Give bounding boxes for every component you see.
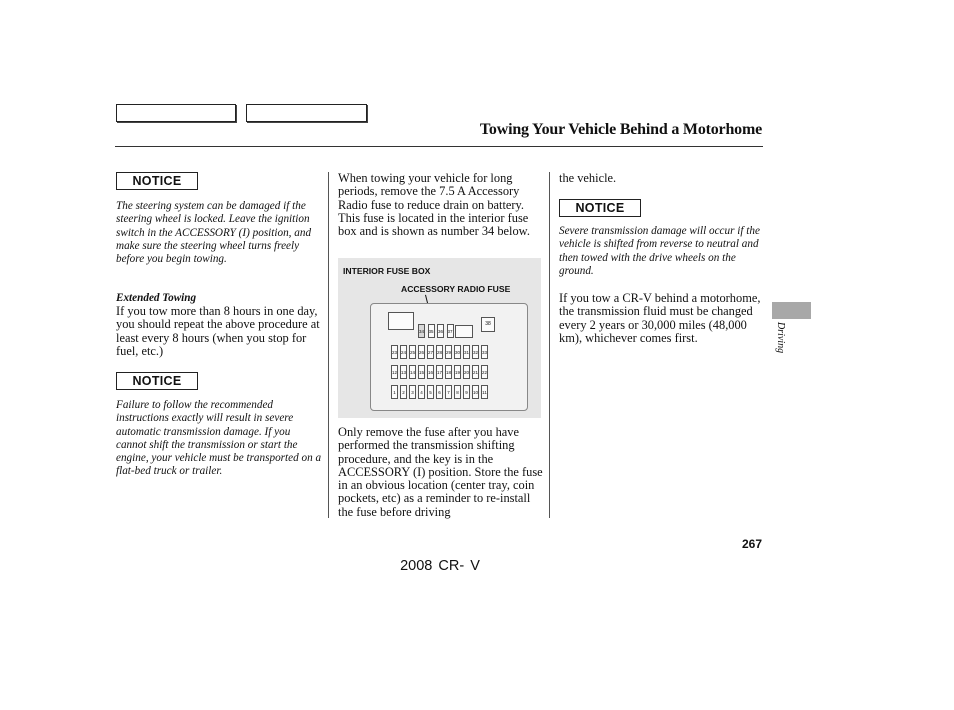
fuse-24: 24 — [400, 345, 407, 359]
fuse-22: 22 — [481, 365, 488, 379]
page-number: 267 — [741, 537, 762, 551]
fuse-12: 12 — [391, 365, 398, 379]
fuse-19: 19 — [454, 365, 461, 379]
fuse-29: 29 — [445, 345, 452, 359]
fuse-21: 21 — [472, 365, 479, 379]
fuse-17: 17 — [436, 365, 443, 379]
continued-text: the vehicle. — [559, 171, 617, 185]
fuse-20: 20 — [463, 365, 470, 379]
column-divider-2 — [549, 172, 550, 518]
section-tab-label: Driving — [775, 322, 786, 354]
fuse-36: 36 — [437, 324, 444, 338]
fuse-18: 18 — [445, 365, 452, 379]
notice-text-reverse: Severe transmission damage will occur if the vehicle is shifted from reverse to neutral and then towed with the drive wheels on the ground. — [559, 225, 760, 277]
figure-callout: ACCESSORY RADIO FUSE — [401, 284, 511, 294]
notice-text-transmission: Failure to follow the recommended instructions exactly will result in severe automatic transmission damage. If you cannot shift the transmission or start the engine, your vehicle must be transported on a flat-bed truck or trailer. — [116, 399, 322, 478]
page-title: Towing Your Vehicle Behind a Motorhome — [479, 121, 762, 138]
notice-text-steering: The steering system can be damaged if the steering wheel is locked. Leave the ignition switch in the ACCESSORY (I) position, and make sure the steering wheel turns freely before you begin towing. — [116, 200, 312, 266]
section-tab — [772, 302, 811, 319]
header-rule — [115, 146, 763, 147]
extended-towing-heading: Extended Towing — [116, 292, 197, 304]
fuse-37: 37 — [447, 324, 454, 338]
fuse-13: 13 — [400, 365, 407, 379]
fuse-32: 32 — [472, 345, 479, 359]
transmission-fluid-text: If you tow a CR-V behind a motorhome, the transmission fluid must be changed every 2 years or 30,000 miles (48,000 km), whichever comes first. — [559, 291, 761, 345]
accessory-fuse-intro: When towing your vehicle for long periods, remove the 7.5 A Accessory Radio fuse to reduce drain on battery. This fuse is located in the interior fuse box and is shown as number 34 below. — [338, 171, 530, 239]
footer-model: 2008 CR- V — [400, 558, 480, 574]
column-divider-1 — [328, 172, 329, 518]
fuse-26: 26 — [418, 345, 425, 359]
fuse-6: 6 — [436, 385, 443, 399]
fuse-2: 2 — [400, 385, 407, 399]
fuse-31: 31 — [463, 345, 470, 359]
notice-label-1: NOTICE — [116, 172, 198, 190]
fuse-34: 34 — [418, 324, 425, 338]
figure-title: INTERIOR FUSE BOX — [343, 266, 431, 276]
relay-block — [388, 312, 414, 330]
fuse-5: 5 — [427, 385, 434, 399]
fuse-30: 30 — [454, 345, 461, 359]
fuse-25: 25 — [409, 345, 416, 359]
fuse-removal-text: Only remove the fuse after you have performed the transmission shifting procedure, and the key is in the ACCESSORY (I) position. Store the fuse in an obvious location (center tray, coin pockets, etc) as a reminder to re-install the fuse before driving — [338, 425, 543, 519]
fuse-4: 4 — [418, 385, 425, 399]
notice-label-2: NOTICE — [116, 372, 198, 390]
fuse-7: 7 — [445, 385, 452, 399]
notice-label-3: NOTICE — [559, 199, 641, 217]
fuse-15: 15 — [418, 365, 425, 379]
fuse-28: 28 — [436, 345, 443, 359]
fuse-27: 27 — [427, 345, 434, 359]
fuse-16: 16 — [427, 365, 434, 379]
fuse-35: 35 — [428, 324, 435, 338]
fuse-3: 3 — [409, 385, 416, 399]
fuse-14: 14 — [409, 365, 416, 379]
fuse-9: 9 — [463, 385, 470, 399]
nav-button-left[interactable] — [116, 104, 236, 122]
fuse-38: 38 — [481, 317, 495, 332]
nav-button-right[interactable] — [246, 104, 367, 122]
fuse-11: 11 — [481, 385, 488, 399]
fuse-33: 33 — [481, 345, 488, 359]
extended-towing-text: If you tow more than 8 hours in one day, you should repeat the above procedure at least every 8 hours (when you stop for fuel, etc.) — [116, 304, 320, 358]
fuse-1: 1 — [391, 385, 398, 399]
fuse-8: 8 — [454, 385, 461, 399]
fuse-23: 23 — [391, 345, 398, 359]
fuse-10: 10 — [472, 385, 479, 399]
relay-block-center — [455, 325, 473, 338]
